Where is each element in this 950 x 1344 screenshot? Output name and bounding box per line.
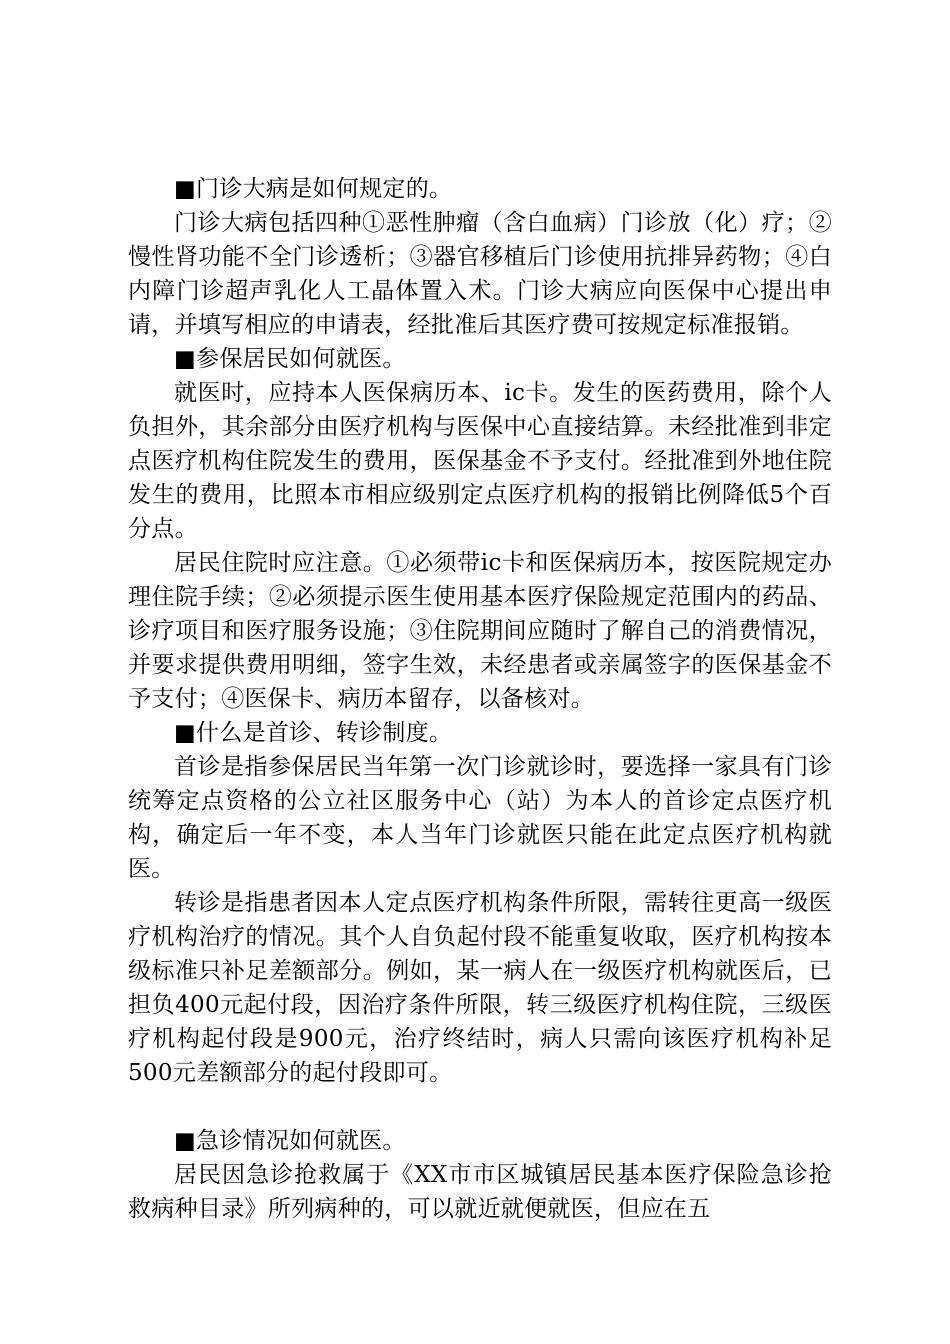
paragraph-hospitalization-notes: 居民住院时应注意。①必须带ic卡和医保病历本，按医院规定办理住院手续；②必须提示医生使用基本医疗保险规定范围内的药品、诊疗项目和医疗服务设施；③住院期间应随时了解自己的消费情况，并要求提供费用明细，签字生效，未经患者或亲属签字的医保基金不予支付；④医保卡、病历本留存，以备核对。 xyxy=(128,550,832,712)
section-heading-outpatient-major-illness: ■门诊大病是如何规定的。 xyxy=(174,176,453,202)
section-heading-insured-residents-medical-care: ■参保居民如何就医。 xyxy=(174,346,406,372)
section-heading-emergency: ■急诊情况如何就医。 xyxy=(174,1128,406,1154)
blank-line xyxy=(128,1090,832,1124)
document-body xyxy=(128,172,832,1226)
paragraph-medical-visit: 就医时，应持本人医保病历本、ic卡。发生的医药费用，除个人负担外，其余部分由医疗机构与医保中心直接结算。未经批准到非定点医疗机构住院发生的费用，医保基金不予支付。经批准到外地住院发生的费用，比照本市相应级别定点医疗机构的报销比例降低5个百分点。 xyxy=(128,380,832,542)
section-heading-first-visit-referral: ■什么是首诊、转诊制度。 xyxy=(174,720,453,746)
paragraph-first-visit: 首诊是指参保居民当年第一次门诊就诊时，要选择一家具有门诊统筹定点资格的公立社区服务中心（站）为本人的首诊定点医疗机构，确定后一年不变，本人当年门诊就医只能在此定点医疗机构就医。 xyxy=(128,754,832,882)
paragraph-outpatient-major-illness: 门诊大病包括四种①恶性肿瘤（含白血病）门诊放（化）疗；②慢性肾功能不全门诊透析；③器官移植后门诊使用抗排异药物；④白内障门诊超声乳化人工晶体置入术。门诊大病应向医保中心提出申请，并填写相应的申请表，经批准后其医疗费可按规定标准报销。 xyxy=(128,210,832,338)
paragraph-emergency: 居民因急诊抢救属于《XX市市区城镇居民基本医疗保险急诊抢救病种目录》所列病种的，可以就近就便就医，但应在五 xyxy=(128,1162,832,1222)
paragraph-referral: 转诊是指患者因本人定点医疗机构条件所限，需转往更高一级医疗机构治疗的情况。其个人自负起付段不能重复收取，医疗机构按本级标准只补足差额部分。例如，某一病人在一级医疗机构就医后，已担负400元起付段，因治疗条件所限，转三级医疗机构住院，三级医疗机构起付段是900元，治疗终结时，病人只需向该医疗机构补足500元差额部分的起付段即可。 xyxy=(128,890,832,1086)
